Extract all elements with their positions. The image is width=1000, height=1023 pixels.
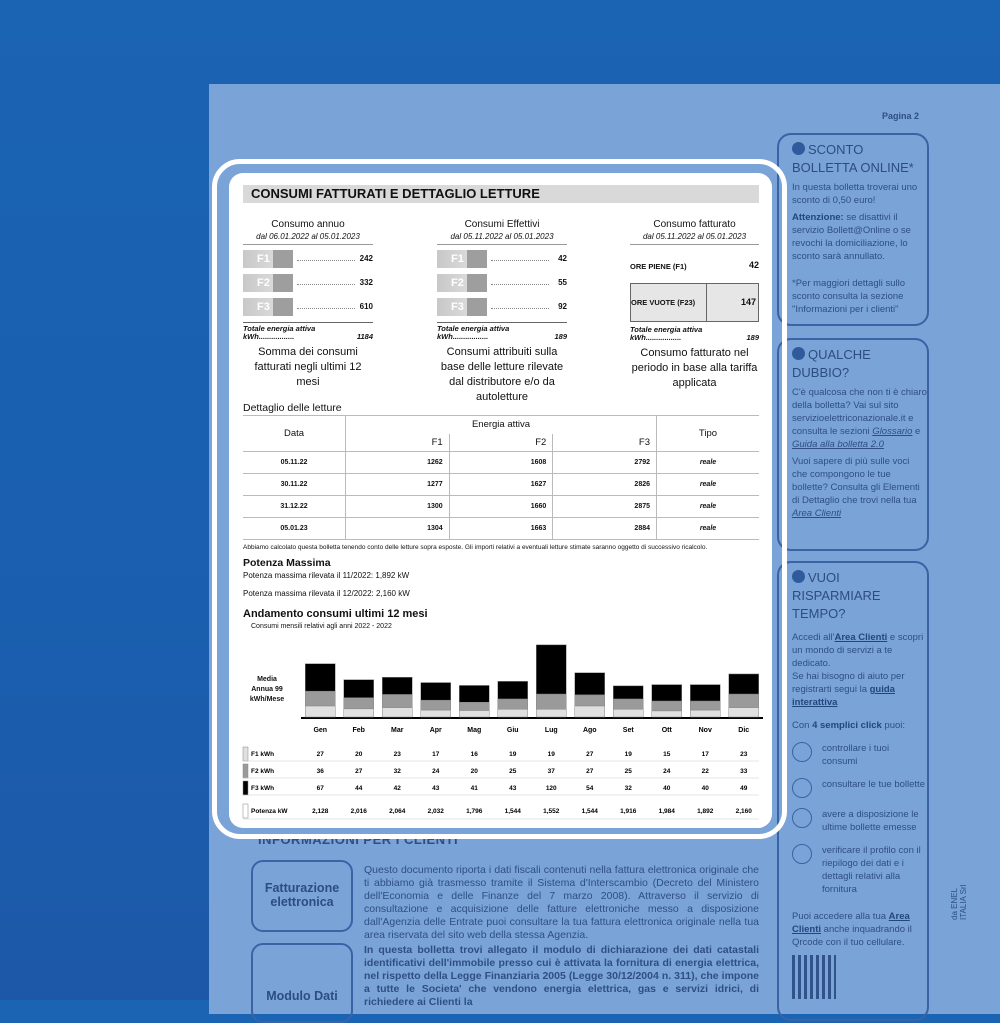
- qr-code[interactable]: [792, 955, 836, 999]
- risparmiare-title: VUOI RISPARMIARE TEMPO?: [792, 570, 881, 621]
- th-energia: Energia attiva: [346, 416, 657, 434]
- data-label: 32: [393, 768, 401, 775]
- bar-f1: [690, 710, 720, 717]
- band-badge: F2: [243, 274, 293, 292]
- info-clienti-title: INFORMAZIONI PER I CLIENTI: [258, 832, 459, 847]
- risp-text4a: Puoi accedere alla tua: [792, 911, 889, 922]
- bar-f1: [652, 711, 682, 717]
- feature-label: avere a disposizione le ultime bollette emesse: [822, 809, 919, 833]
- col-period: dal 05.11.2022 al 05.01.2023: [450, 232, 554, 241]
- potenza-line1: Potenza massima rilevata il 11/2022: 1,892 kW: [243, 571, 410, 580]
- data-label: 27: [586, 768, 594, 775]
- fatturazione-label: Fatturazione elettronica: [251, 860, 353, 932]
- col-title: Consumo annuo: [271, 219, 345, 230]
- th-f1: F1: [346, 434, 450, 452]
- bar-f1: [498, 709, 528, 717]
- cell-f2: 1608: [449, 452, 553, 474]
- potenza-value: 1,796: [466, 808, 483, 815]
- potenza-value: 2,016: [350, 808, 367, 815]
- attenzione-label: Attenzione:: [792, 212, 844, 223]
- guida-bolletta-link[interactable]: Guida alla bolletta 2.0: [792, 439, 884, 450]
- bar-f3: [305, 664, 335, 691]
- th-tipo: Tipo: [657, 416, 760, 452]
- th-f2: F2: [449, 434, 553, 452]
- data-label: 54: [586, 785, 594, 792]
- col-desc: Consumi attribuiti sulla base delle letture rilevate dal distributore e/o da autoletture: [440, 346, 564, 403]
- tick-label: Gen: [313, 727, 328, 734]
- data-label: 19: [624, 751, 632, 758]
- data-label: 37: [547, 768, 555, 775]
- bar-f1: [421, 710, 451, 717]
- potenza-line2: Potenza massima rilevata il 12/2022: 2,160 kW: [243, 589, 410, 598]
- risp-text2a: Se hai bisogno di aiuto per registrarti segui la: [792, 671, 905, 695]
- risp-text3b: puoi:: [881, 720, 906, 731]
- sconto-note: *Per maggiori dettagli sullo sconto consulta la sezione "Informazioni per i clienti": [792, 278, 906, 315]
- band-value: 55: [558, 278, 567, 287]
- data-label: 16: [470, 751, 478, 758]
- data-label: 42: [393, 785, 401, 792]
- total-label: Totale energia attiva kWh.................: [243, 324, 316, 341]
- legend-label: F1 kWh: [251, 751, 275, 758]
- ore-vuote-value: 147: [740, 297, 756, 307]
- history-icon: [792, 808, 812, 828]
- total-value: 1184: [356, 332, 373, 341]
- tick-label: Set: [622, 727, 634, 734]
- data-label: 20: [470, 768, 478, 775]
- tick-label: Nov: [698, 727, 712, 734]
- feature-consumi: [792, 742, 927, 768]
- area-clienti-link[interactable]: Area Clienti: [834, 632, 888, 643]
- data-label: 33: [740, 768, 748, 775]
- potenza-label: Potenza kW: [251, 808, 288, 815]
- media-annua: Media Annua 99 kWh/Mese: [249, 676, 285, 703]
- legend-swatch: [243, 764, 248, 778]
- tick-label: Mar: [391, 727, 404, 734]
- dubbio-and: e: [912, 426, 921, 437]
- data-label: 40: [663, 785, 671, 792]
- data-label: 120: [545, 785, 557, 792]
- cell-f3: 2792: [553, 452, 657, 474]
- consumi-icon: [792, 742, 812, 762]
- data-label: 41: [470, 785, 478, 792]
- band-value: 42: [558, 254, 567, 263]
- bar-f2: [459, 702, 489, 710]
- sconto-text: In questa bolletta troverai uno sconto di 0,50 euro!: [792, 182, 918, 206]
- ore-vuote-label: ORE VUOTE (F23): [631, 284, 707, 321]
- bar-f1: [382, 708, 412, 717]
- data-label: 23: [393, 751, 401, 758]
- cell-f1: 1262: [346, 452, 450, 474]
- risp-text1b: e scopri un mondo di servizi a te dedicato.: [792, 632, 924, 669]
- dubbio-text: C'è qualcosa che non ti è chiaro della bolletta? Vai sul sito servizioelettriconazionale.it e consulta le sezioni: [792, 387, 927, 437]
- data-label: 32: [624, 785, 632, 792]
- bar-f2: [613, 699, 643, 709]
- potenza-value: 1,544: [504, 808, 521, 815]
- potenza-value: 1,552: [543, 808, 560, 815]
- total-label: Totale energia attiva kWh.................: [437, 324, 510, 341]
- potenza-value: 1,544: [581, 808, 598, 815]
- data-label: 25: [624, 768, 632, 775]
- mail-icon: [792, 347, 805, 360]
- potenza-value: 2,128: [312, 808, 329, 815]
- cell-data: 05.11.22: [243, 452, 346, 474]
- potenza-value: 2,032: [427, 808, 444, 815]
- data-label: 43: [432, 785, 440, 792]
- tick-label: Mag: [467, 727, 482, 734]
- cell-f1: 1300: [346, 496, 450, 518]
- bar-f2: [344, 698, 374, 709]
- bar-f2: [536, 694, 566, 709]
- th-data: Data: [243, 416, 346, 452]
- col-desc: Somma dei consumi fatturati negli ultimi 12 mesi: [254, 346, 362, 388]
- total-label: Totale energia attiva kWh.................: [630, 325, 703, 342]
- cell-tipo: reale: [657, 452, 760, 474]
- potenza-title: Potenza Massima: [243, 557, 331, 569]
- glossario-link[interactable]: Glossario: [872, 426, 913, 437]
- feature-label: controllare i tuoi consumi: [822, 743, 890, 767]
- risp-text1a: Accedi all': [792, 632, 835, 643]
- bar-f3: [613, 686, 643, 699]
- guida-interattiva-link[interactable]: guida interattiva: [792, 684, 895, 708]
- col-period: dal 06.01.2022 al 05.01.2023: [256, 232, 360, 241]
- band-badge: F1: [243, 250, 293, 268]
- cell-tipo: reale: [657, 474, 760, 496]
- potenza-value: 1,892: [697, 808, 714, 815]
- potenza-value: 2,160: [735, 808, 752, 815]
- band-badge: F2: [437, 274, 487, 292]
- col-desc: Consumo fatturato nel periodo in base alla tariffa applicata: [631, 347, 758, 389]
- band-badge: F3: [243, 298, 293, 316]
- bar-f3: [421, 683, 451, 701]
- data-label: 27: [586, 751, 594, 758]
- data-label: 36: [316, 768, 324, 775]
- ore-piene-value: 42: [748, 260, 759, 270]
- total-value: 189: [746, 333, 759, 342]
- band-badge: F1: [437, 250, 487, 268]
- cell-f1: 1304: [346, 518, 450, 540]
- bar-f3: [344, 680, 374, 698]
- bar-f2: [575, 695, 605, 706]
- modulo-text: In questa bolletta trovi allegato il modulo di dichiarazione dei dati catastali identificativi dell'immobile presso cui è attivata la fornitura di energia elettrica, nel rispetto della Legge Finanziaria 2005 (Legge 30/12/2004 n. 311), che impone a tutte le Societa' che vendono energia elettrica, gas e servizi idrici, di richiedere ai Clienti la: [364, 944, 759, 1008]
- th-f3: F3: [553, 434, 657, 452]
- section-title: CONSUMI FATTURATI E DETTAGLIO LETTURE: [243, 185, 759, 203]
- band-value: 332: [359, 278, 373, 287]
- data-label: 24: [663, 768, 671, 775]
- dubbio-title: QUALCHE DUBBIO?: [792, 347, 871, 380]
- col-title: Consumo fatturato: [653, 219, 736, 230]
- band-value: 242: [359, 254, 373, 263]
- risp-click: 4 semplici click: [812, 720, 882, 731]
- potenza-value: 2,064: [389, 808, 406, 815]
- cell-data: 05.01.23: [243, 518, 346, 540]
- bar-f3: [575, 673, 605, 695]
- letture-title: Dettaglio delle letture: [243, 402, 342, 414]
- consumi-card: [229, 173, 772, 828]
- data-label: 20: [355, 751, 363, 758]
- bar-f3: [652, 685, 682, 701]
- tick-label: Lug: [544, 727, 558, 734]
- col-period: dal 05.11.2022 al 05.01.2023: [642, 232, 747, 241]
- bar-f3: [498, 681, 528, 699]
- bar-f3: [729, 674, 759, 694]
- area-clienti-link[interactable]: Area Clienti: [792, 911, 910, 935]
- area-clienti-link[interactable]: Area Clienti: [792, 508, 842, 519]
- legend-label: F2 kWh: [251, 768, 275, 775]
- bar-f2: [305, 691, 335, 706]
- cell-tipo: reale: [657, 518, 760, 540]
- sconto-warning: se disattivi il servizio Bollett@Online o se revochi la domiciliazione, lo sconto sarà annullato.: [792, 212, 911, 262]
- legend-label: F3 kWh: [251, 785, 275, 792]
- andamento-title: Andamento consumi ultimi 12 mesi: [243, 608, 428, 620]
- bar-f2: [382, 694, 412, 707]
- data-label: 17: [432, 751, 440, 758]
- page-number: Pagina 2: [882, 111, 920, 121]
- legend-swatch: [243, 781, 248, 795]
- bar-f3: [382, 677, 412, 694]
- tick-label: Ago: [582, 727, 597, 734]
- band-badge: F3: [437, 298, 487, 316]
- bar-f1: [575, 706, 605, 717]
- bar-f1: [344, 709, 374, 717]
- tick-label: Giu: [506, 727, 519, 734]
- data-label: 23: [740, 751, 748, 758]
- cell-data: 30.11.22: [243, 474, 346, 496]
- letture-note: Abbiamo calcolato questa bolletta tenendo conto delle letture sopra esposte. Gli importi relativi a eventuali letture stimate saranno oggetto di successivo ricalcolo.: [243, 544, 708, 551]
- bar-f1: [459, 710, 489, 717]
- cell-f2: 1660: [449, 496, 553, 518]
- sconto-title: SCONTO BOLLETTA ONLINE*: [792, 142, 914, 175]
- consumi-chart: [229, 173, 772, 828]
- data-label: 40: [701, 785, 709, 792]
- clock-icon: [792, 570, 805, 583]
- feature-label: verificare il profilo con il riepilogo dei dati e i dettagli relativi alla fornitura: [822, 845, 921, 895]
- bar-f2: [690, 701, 720, 710]
- data-label: 27: [316, 751, 324, 758]
- data-label: 22: [701, 768, 709, 775]
- bar-f3: [459, 685, 489, 702]
- risp-text4b: anche inquadrando il Qrcode con il tuo cellulare.: [792, 924, 912, 948]
- bar-f3: [536, 645, 566, 694]
- tick-label: Apr: [429, 727, 442, 734]
- band-value: 92: [558, 302, 567, 311]
- sconto-box: [777, 133, 929, 326]
- bar-f2: [498, 699, 528, 709]
- fatturazione-text: Questo documento riporta i dati fiscali contenuti nella fattura elettronica originale che ti abbiamo già trasmesso tramite il Sistema d'Interscambio (Decreto del Ministero dell'Economia e delle Finanze del 7 marzo 2008). Attraverso il servizio di consultazione e acquisizione delle fatture elettroniche messo a disposizione dall'Agenzia delle Entrate puoi consultare la tua fattura elettronica originale nella tua area riservata del sito web della stessa Agenzia.: [364, 864, 759, 941]
- tick-label: Dic: [738, 727, 750, 734]
- data-label: 49: [740, 785, 748, 792]
- dubbio-box: [777, 338, 929, 551]
- data-label: 17: [701, 751, 709, 758]
- potenza-value: 1,984: [658, 808, 675, 815]
- cell-f3: 2826: [553, 474, 657, 496]
- dubbio-text2: Vuoi sapere di più sulle voci che compongono le tue bollette? Consulta gli Elementi di Dettaglio che trovi nella tua: [792, 456, 920, 506]
- data-label: 67: [316, 785, 324, 792]
- cell-tipo: reale: [657, 496, 760, 518]
- cell-f2: 1627: [449, 474, 553, 496]
- cell-f1: 1277: [346, 474, 450, 496]
- col-title: Consumi Effettivi: [464, 219, 540, 230]
- tick-label: Feb: [352, 727, 365, 734]
- bar-f1: [305, 706, 335, 717]
- data-label: 24: [432, 768, 440, 775]
- vertical-issuer: da ENEL ITALIA Srl: [950, 884, 968, 920]
- risp-text3a: Con: [792, 720, 813, 731]
- mail-icon: [792, 142, 805, 155]
- cell-data: 31.12.22: [243, 496, 346, 518]
- data-label: 43: [509, 785, 517, 792]
- cell-f3: 2884: [553, 518, 657, 540]
- feature-bollette: [792, 778, 927, 798]
- feature-ultime: [792, 808, 927, 834]
- legend-swatch: [243, 747, 248, 761]
- feature-profilo: [792, 844, 927, 896]
- feature-label: consultare le tue bollette: [822, 779, 925, 790]
- bar-f2: [421, 700, 451, 710]
- bar-f2: [729, 694, 759, 708]
- potenza-value: 1,916: [620, 808, 637, 815]
- bar-f2: [652, 701, 682, 711]
- ore-piene-label: ORE PIENE (F1): [630, 262, 687, 271]
- modulo-label: Modulo Dati: [251, 943, 353, 1023]
- data-label: 19: [547, 751, 555, 758]
- bollette-icon: [792, 778, 812, 798]
- cell-f2: 1663: [449, 518, 553, 540]
- bar-f1: [536, 709, 566, 717]
- data-label: 15: [663, 751, 671, 758]
- bar-f1: [613, 709, 643, 717]
- risparmiare-box: [777, 561, 929, 1021]
- data-label: 25: [509, 768, 517, 775]
- cell-f3: 2875: [553, 496, 657, 518]
- profile-icon: [792, 844, 812, 864]
- bar-f1: [729, 708, 759, 717]
- andamento-subtitle: Consumi mensili relativi agli anni 2022 - 2022: [251, 623, 392, 630]
- data-label: 19: [509, 751, 517, 758]
- band-value: 610: [359, 302, 373, 311]
- tick-label: Ott: [661, 727, 672, 734]
- bar-f3: [690, 685, 720, 701]
- data-label: 27: [355, 768, 363, 775]
- data-label: 44: [355, 785, 363, 792]
- total-value: 189: [554, 332, 567, 341]
- legend-swatch: [243, 804, 248, 818]
